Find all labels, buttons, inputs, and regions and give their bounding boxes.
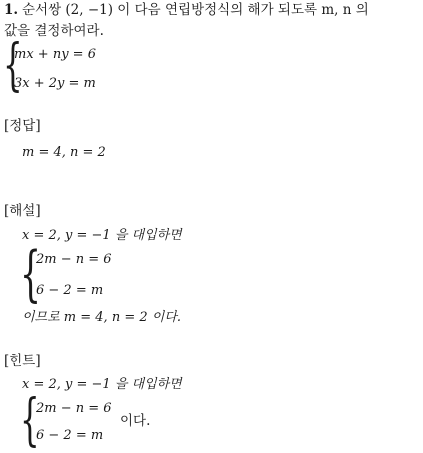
- problem-text-line2: 값을 결정하여라.: [4, 23, 104, 39]
- hint-heading: [힌트]: [4, 353, 41, 369]
- explanation-equation-1: 2m − n = 6: [36, 252, 112, 267]
- problem-equation-1: mx + ny = 6: [14, 47, 96, 62]
- hint-equation-1: 2m − n = 6: [36, 401, 112, 416]
- problem-equation-2: 3x + 2y = m: [14, 76, 96, 91]
- explanation-conclusion: 이므로 m = 4, n = 2 이다.: [22, 310, 182, 325]
- problem-brace: {: [3, 33, 23, 98]
- explanation-equation-2: 6 − 2 = m: [36, 283, 104, 298]
- problem-text-line1: 순서쌍 (2, −1) 이 다음 연립방정식의 해가 되도록 m, n 의: [22, 2, 369, 18]
- explanation-brace: {: [20, 239, 42, 309]
- answer-value: m = 4, n = 2: [22, 145, 106, 160]
- hint-brace: {: [20, 388, 40, 453]
- hint-suffix: 이다.: [120, 413, 151, 429]
- hint-substitute: x = 2, y = −1 을 대입하면: [22, 377, 182, 392]
- explanation-substitute: x = 2, y = −1 을 대입하면: [22, 228, 182, 243]
- answer-heading: [정답]: [4, 118, 41, 134]
- problem-number: 1.: [4, 2, 19, 18]
- hint-equation-2: 6 − 2 = m: [36, 428, 104, 443]
- explanation-heading: [해설]: [4, 203, 41, 219]
